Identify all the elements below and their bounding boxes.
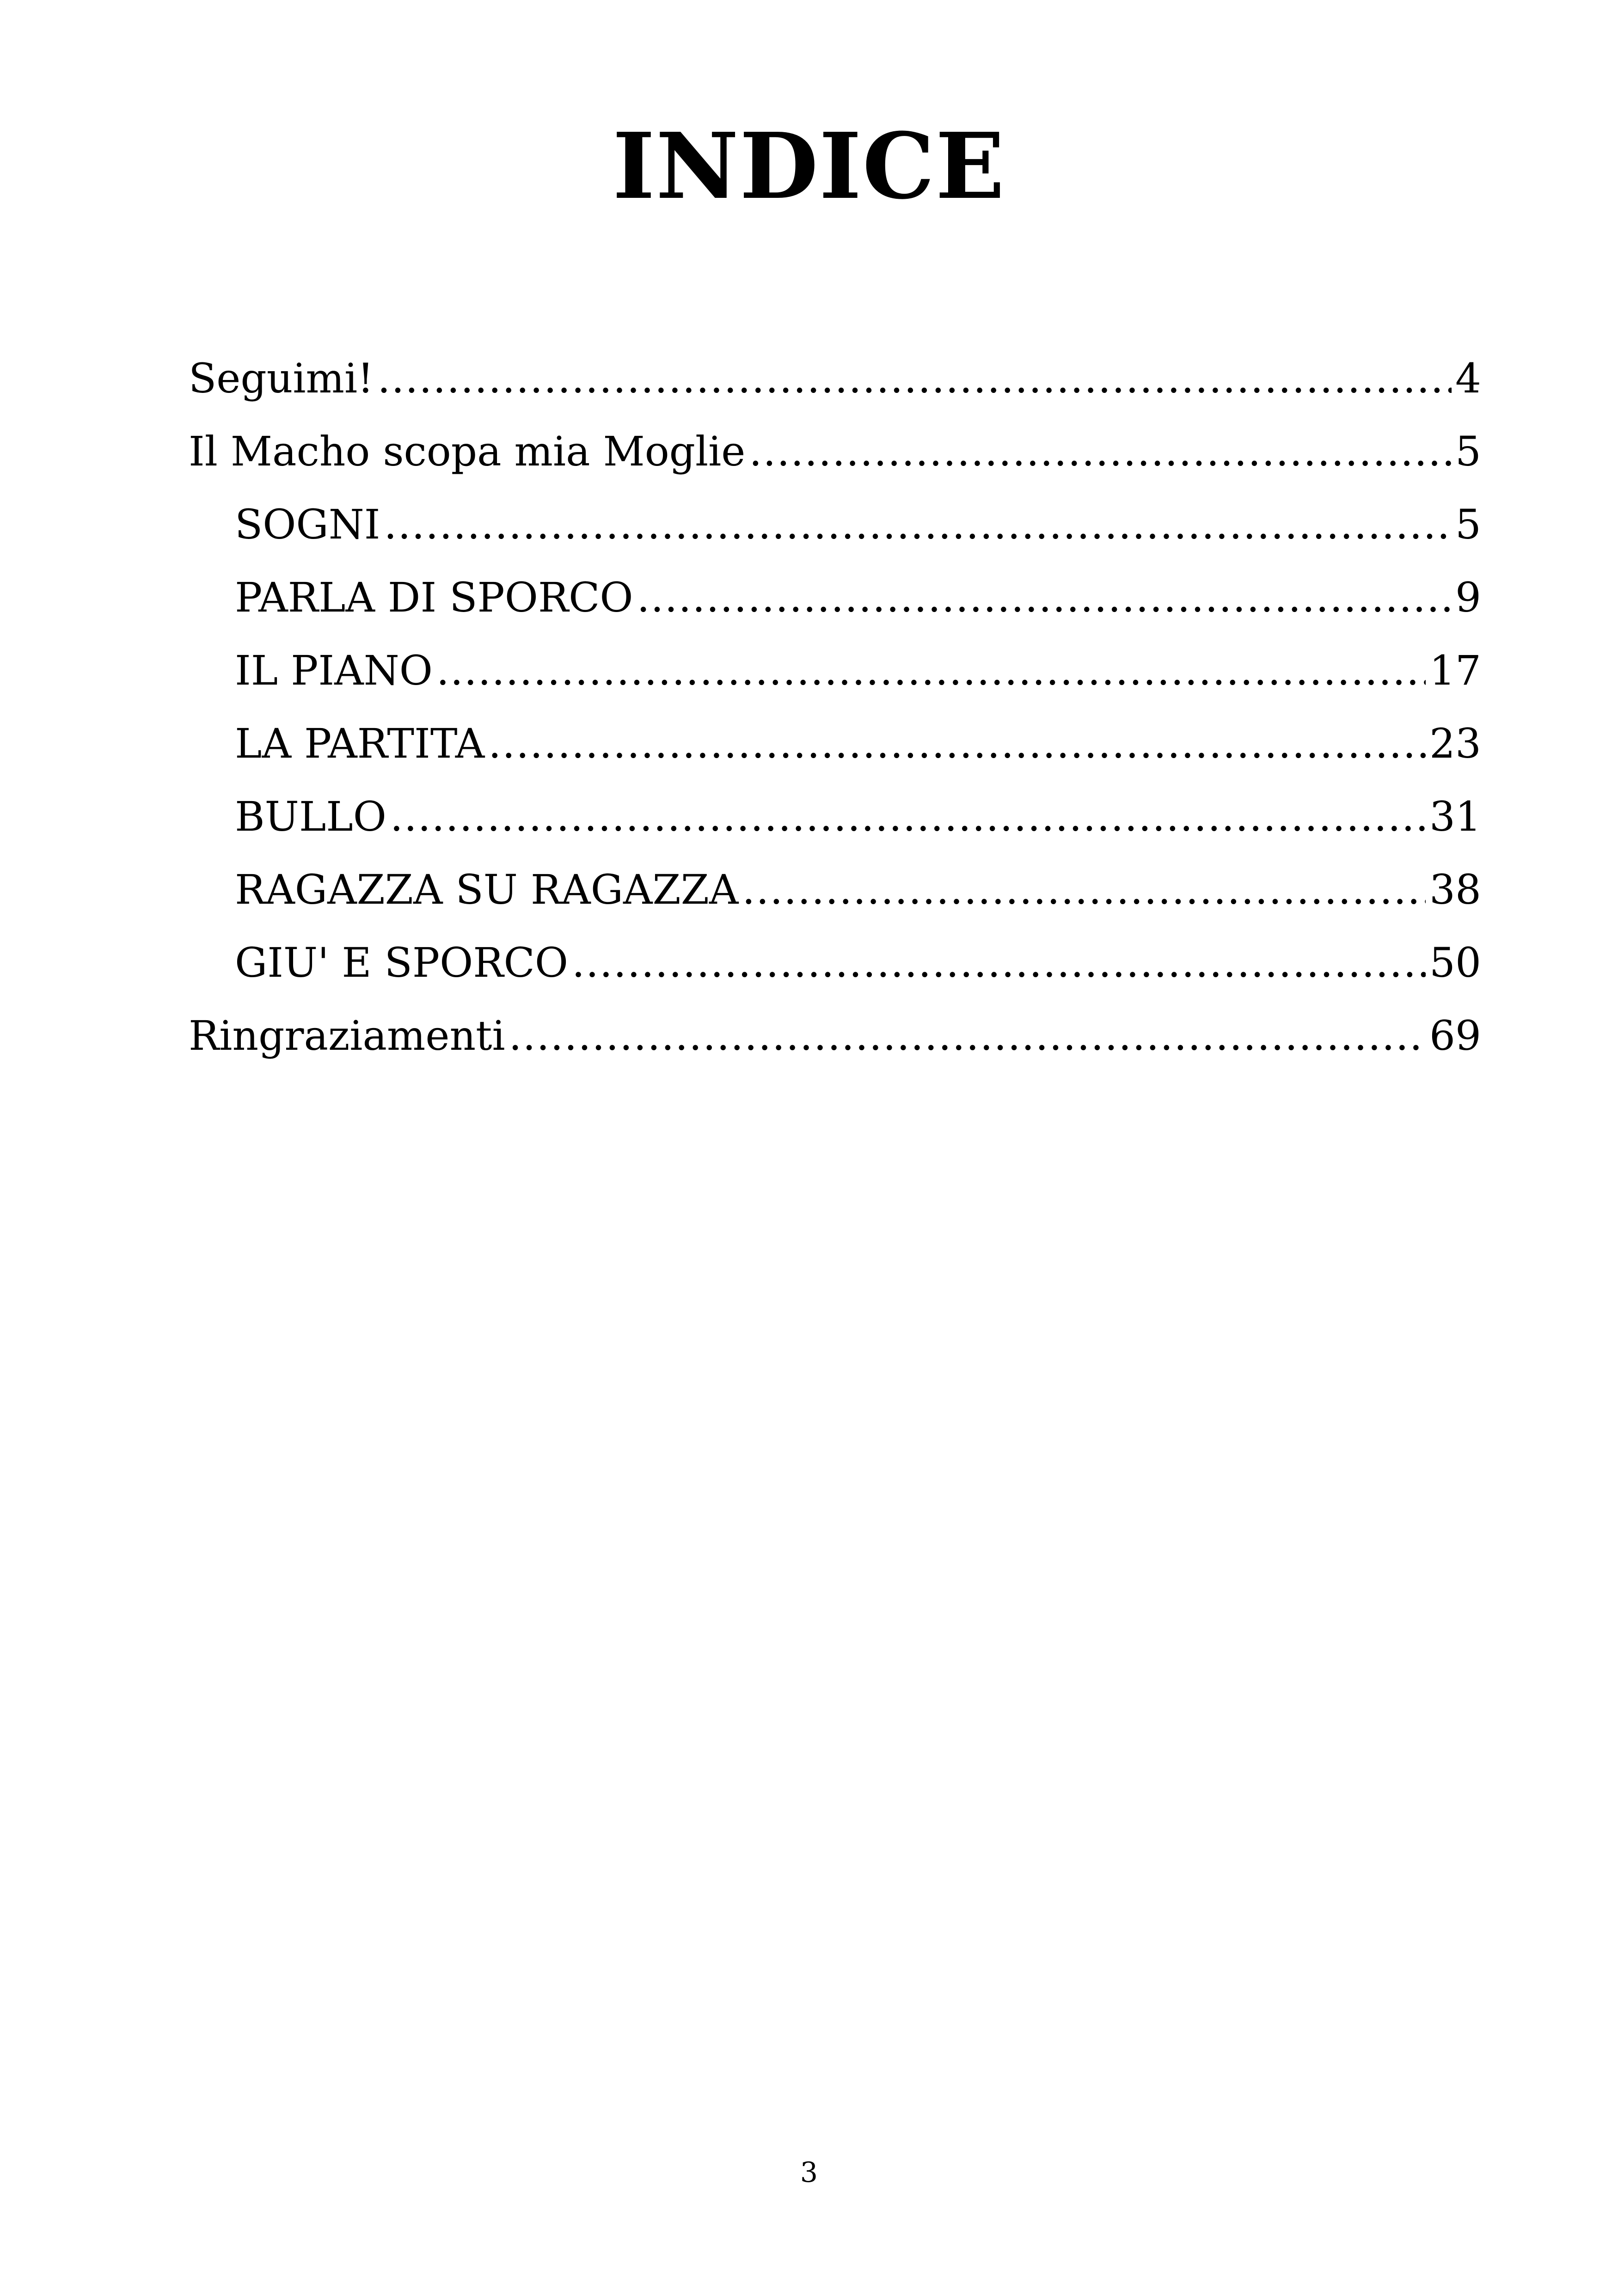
toc-subentry[interactable] [189, 780, 1481, 853]
dot-leader [488, 707, 1426, 780]
toc-subentry[interactable] [189, 853, 1481, 926]
toc-entry-label: Seguimi! [189, 355, 374, 402]
toc-subentry[interactable] [189, 561, 1481, 634]
toc-entry-page: 17 [1429, 647, 1481, 694]
toc-entry-label: Ringraziamenti [189, 1012, 505, 1059]
toc-entry[interactable] [189, 999, 1481, 1072]
toc-subentry[interactable] [189, 926, 1481, 999]
dot-leader [637, 561, 1452, 634]
page-number: 3 [800, 2156, 818, 2189]
dot-leader [384, 488, 1452, 561]
toc-subentry[interactable] [189, 707, 1481, 780]
toc-entry-label: RAGAZZA SU RAGAZZA [235, 866, 739, 913]
toc-entry-label: PARLA DI SPORCO [235, 574, 633, 621]
toc-subentry[interactable] [189, 634, 1481, 707]
toc-subentry[interactable] [189, 488, 1481, 561]
toc-entry-page: 23 [1429, 720, 1481, 767]
dot-leader [390, 780, 1426, 853]
toc-entry-page: 31 [1429, 793, 1481, 840]
toc-entry-page: 9 [1455, 574, 1481, 621]
toc-entry-page: 69 [1429, 1012, 1481, 1059]
toc-entry-page: 5 [1455, 501, 1481, 548]
toc-entry-page: 5 [1455, 428, 1481, 475]
dot-leader [749, 415, 1452, 488]
toc-entry-page: 38 [1429, 866, 1481, 913]
toc-entry-label: SOGNI [235, 501, 380, 548]
toc-entry[interactable] [189, 342, 1481, 415]
toc-entry[interactable] [189, 415, 1481, 488]
page-title: INDICE [613, 113, 1005, 220]
dot-leader [509, 999, 1426, 1072]
dot-leader [377, 342, 1452, 415]
toc-entry-page: 50 [1429, 939, 1481, 986]
table-of-contents [189, 342, 1481, 1072]
toc-entry-page: 4 [1455, 355, 1481, 402]
dot-leader [572, 926, 1426, 999]
toc-entry-label: GIU' E SPORCO [235, 939, 568, 986]
dot-leader [436, 634, 1426, 707]
toc-entry-label: IL PIANO [235, 647, 433, 694]
dot-leader [742, 853, 1426, 926]
toc-entry-label: LA PARTITA [235, 720, 485, 767]
toc-entry-label: BULLO [235, 793, 386, 840]
toc-entry-label: Il Macho scopa mia Moglie [189, 428, 746, 475]
